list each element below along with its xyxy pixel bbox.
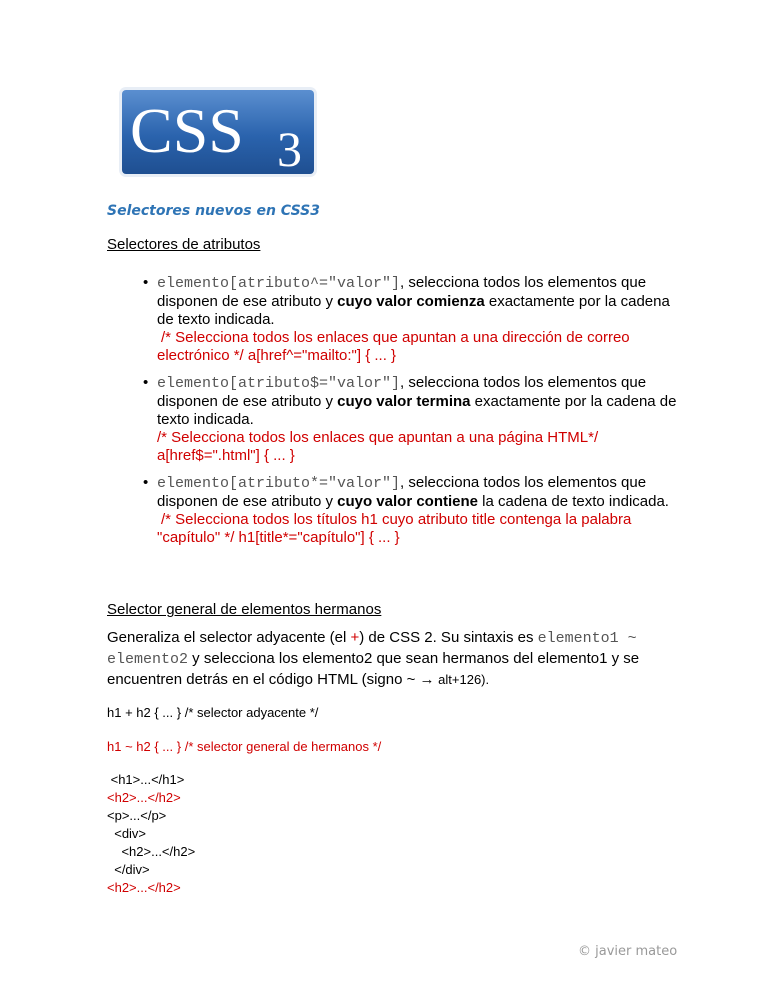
footer-copyright: © javier mateo [578, 944, 678, 959]
code-line: <div> [107, 826, 147, 841]
code-example [107, 771, 195, 897]
example: /* Selecciona todos los enlaces que apuntan a una dirección de correo electrónico */ a[href^="mailto:"] { ... } [157, 329, 630, 364]
bold-text: cuyo valor contiene [337, 493, 478, 510]
list-item [157, 474, 677, 547]
code: elemento[atributo$="valor"] [157, 375, 401, 392]
example: /* Selecciona todos los enlaces que apuntan a una página HTML*/ a[href$=".html"] { ... } [157, 429, 599, 464]
text: exactamente por la cadena de texto indicada. [157, 393, 677, 428]
text: exactamente por la cadena de texto indicada. [157, 293, 670, 328]
logo-text: CSS [130, 95, 244, 166]
text: Generaliza el selector adyacente (el [107, 629, 351, 646]
text: ) de CSS 2. Su sintaxis es [359, 629, 538, 646]
text: , selecciona todos los elementos que disponen de ese atributo y [157, 274, 647, 310]
text: , selecciona todos los elementos que disponen de ese atributo y [157, 374, 647, 410]
code-line: <h2>...</h2> [107, 844, 196, 859]
logo-number: 3 [277, 121, 302, 177]
list-item [157, 274, 677, 365]
bullet: • [143, 474, 149, 491]
page-title: Selectores nuevos en CSS3 [107, 203, 320, 219]
example-adjacent: h1 + h2 { ... } /* selector adyacente */ [107, 705, 319, 720]
bold-text: cuyo valor comienza [337, 293, 485, 310]
section-heading-attributes: Selectores de atributos [107, 236, 261, 253]
code: elemento[atributo*="valor"] [157, 475, 401, 492]
text: y selecciona los elemento2 que sean hermanos del elemento1 y se encuentren detrás en el código HTML (signo ~ [107, 650, 640, 688]
bold-text: cuyo valor termina [337, 393, 471, 410]
section-heading-siblings: Selector general de elementos hermanos [107, 601, 382, 618]
code-line: </div> [107, 862, 150, 877]
text: alt+126). [434, 672, 490, 687]
css3-logo [122, 90, 314, 177]
code: elemento[atributo^="valor"] [157, 275, 401, 292]
example-general-siblings: h1 ~ h2 { ... } /* selector general de hermanos */ [107, 739, 382, 754]
code-line: <h2>...</h2> [107, 880, 181, 895]
list-item [157, 374, 677, 465]
plus-sign: + [350, 629, 360, 646]
code: elemento1 ~ elemento2 [107, 630, 637, 668]
bullet: • [143, 374, 149, 391]
arrow-icon: → [419, 671, 435, 688]
text: , selecciona todos los elementos que disponen de ese atributo y [157, 474, 647, 510]
bullet: • [143, 274, 149, 291]
paragraph [107, 628, 677, 690]
code-line: <h2>...</h2> [107, 790, 181, 805]
example: /* Selecciona todos los títulos h1 cuyo atributo title contenga la palabra "capítulo" */ h1[title*="capítulo"] { ... } [157, 511, 632, 546]
text: la cadena de texto indicada. [478, 493, 669, 510]
code-line: <p>...</p> [107, 808, 167, 823]
code-line: <h1>...</h1> [107, 772, 185, 787]
